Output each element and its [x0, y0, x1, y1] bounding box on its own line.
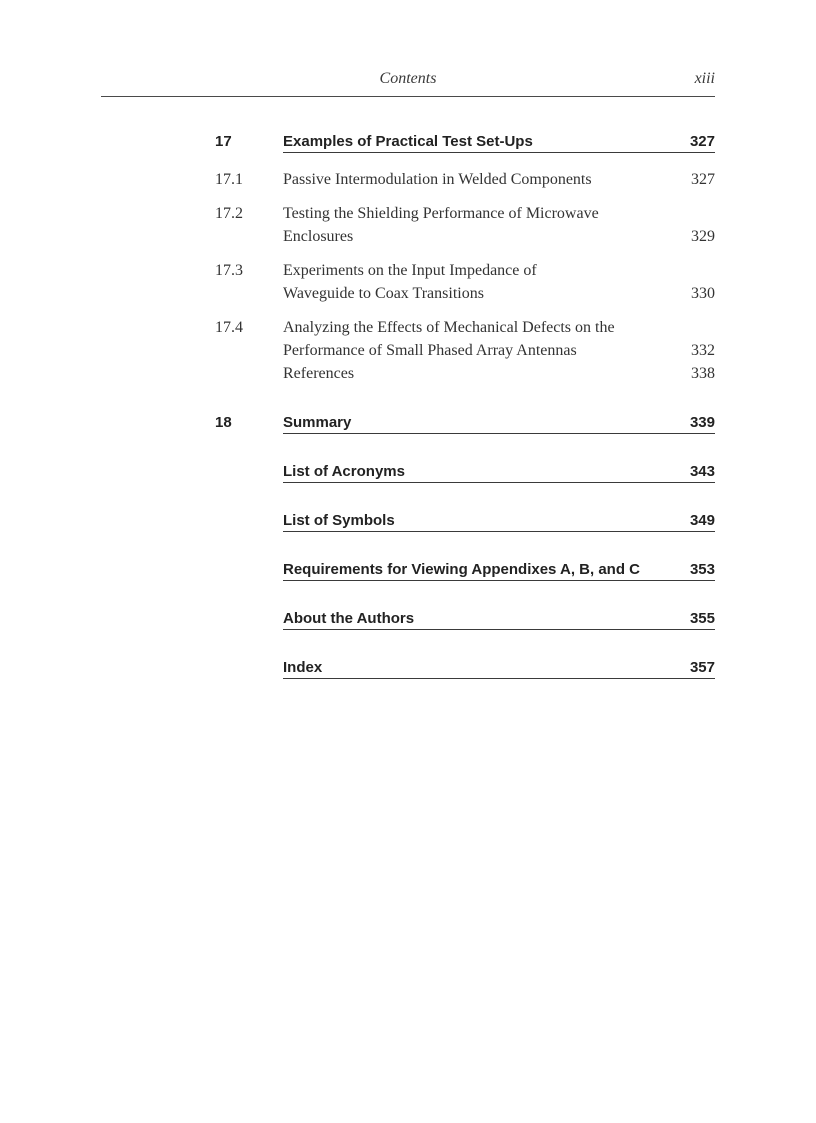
chapter-title-row [283, 460, 715, 483]
chapter-title-row [283, 607, 715, 630]
section-number: 17.4 [215, 319, 243, 336]
toc-list-of-symbols[interactable] [215, 509, 715, 532]
section-title: Waveguide to Coax Transitions [283, 285, 484, 302]
toc-section-17-3[interactable] [215, 259, 715, 305]
toc-list-of-acronyms[interactable] [215, 460, 715, 483]
toc-section-17-1[interactable] [215, 168, 715, 191]
section-title: Analyzing the Effects of Mechanical Defects on the [283, 319, 615, 336]
backmatter-title: About the Authors [283, 610, 415, 627]
toc-chapter-18[interactable] [215, 411, 715, 434]
toc-requirements-appendixes[interactable] [215, 558, 715, 581]
section-title: Experiments on the Input Impedance of [283, 262, 537, 279]
chapter-title-row [283, 558, 715, 581]
backmatter-page: 355 [689, 610, 715, 627]
chapter-page: 327 [689, 133, 715, 150]
section-line [283, 316, 715, 339]
chapter-page: 339 [689, 414, 715, 431]
section-line [283, 282, 715, 305]
toc-chapter-17[interactable] [215, 130, 715, 153]
backmatter-title: Requirements for Viewing Appendixes A, B, and C [283, 561, 641, 578]
section-number: 17.1 [215, 171, 243, 188]
page-number: xiii [694, 70, 715, 87]
table-of-contents [215, 130, 715, 679]
section-line [283, 259, 715, 282]
section-number: 17.3 [215, 262, 243, 279]
backmatter-title: Index [283, 659, 323, 676]
section-page: 338 [691, 365, 715, 382]
section-line [283, 339, 715, 362]
toc-section-17-2[interactable] [215, 202, 715, 248]
running-header [101, 68, 715, 97]
section-title: Passive Intermodulation in Welded Components [283, 171, 592, 188]
section-title: Enclosures [283, 228, 354, 245]
backmatter-page: 343 [689, 463, 715, 480]
chapter-number: 17 [215, 133, 232, 150]
section-line [283, 362, 715, 385]
section-page: 330 [691, 285, 715, 302]
chapter-title: Summary [283, 414, 352, 431]
toc-section-17-4[interactable] [215, 316, 715, 385]
chapter-title-row [283, 130, 715, 153]
section-page: 332 [691, 342, 715, 359]
section-page: 327 [691, 171, 715, 188]
toc-about-the-authors[interactable] [215, 607, 715, 630]
toc-index[interactable] [215, 656, 715, 679]
backmatter-page: 357 [689, 659, 715, 676]
section-line [283, 168, 715, 191]
section-number: 17.2 [215, 205, 243, 222]
backmatter-title: List of Symbols [283, 512, 395, 529]
chapter-title: Examples of Practical Test Set-Ups [283, 133, 533, 150]
section-page: 329 [691, 228, 715, 245]
section-title: Testing the Shielding Performance of Microwave [283, 205, 599, 222]
chapter-title-row [283, 411, 715, 434]
section-line [283, 202, 715, 225]
chapter-title-row [283, 509, 715, 532]
chapter-number: 18 [215, 414, 232, 431]
backmatter-title: List of Acronyms [283, 463, 405, 480]
section-title: Performance of Small Phased Array Antennas [283, 342, 577, 359]
running-title: Contents [379, 70, 437, 87]
chapter-title-row [283, 656, 715, 679]
backmatter-page: 349 [689, 512, 715, 529]
backmatter-page: 353 [689, 561, 715, 578]
section-line [283, 225, 715, 248]
section-title: References [283, 365, 355, 382]
